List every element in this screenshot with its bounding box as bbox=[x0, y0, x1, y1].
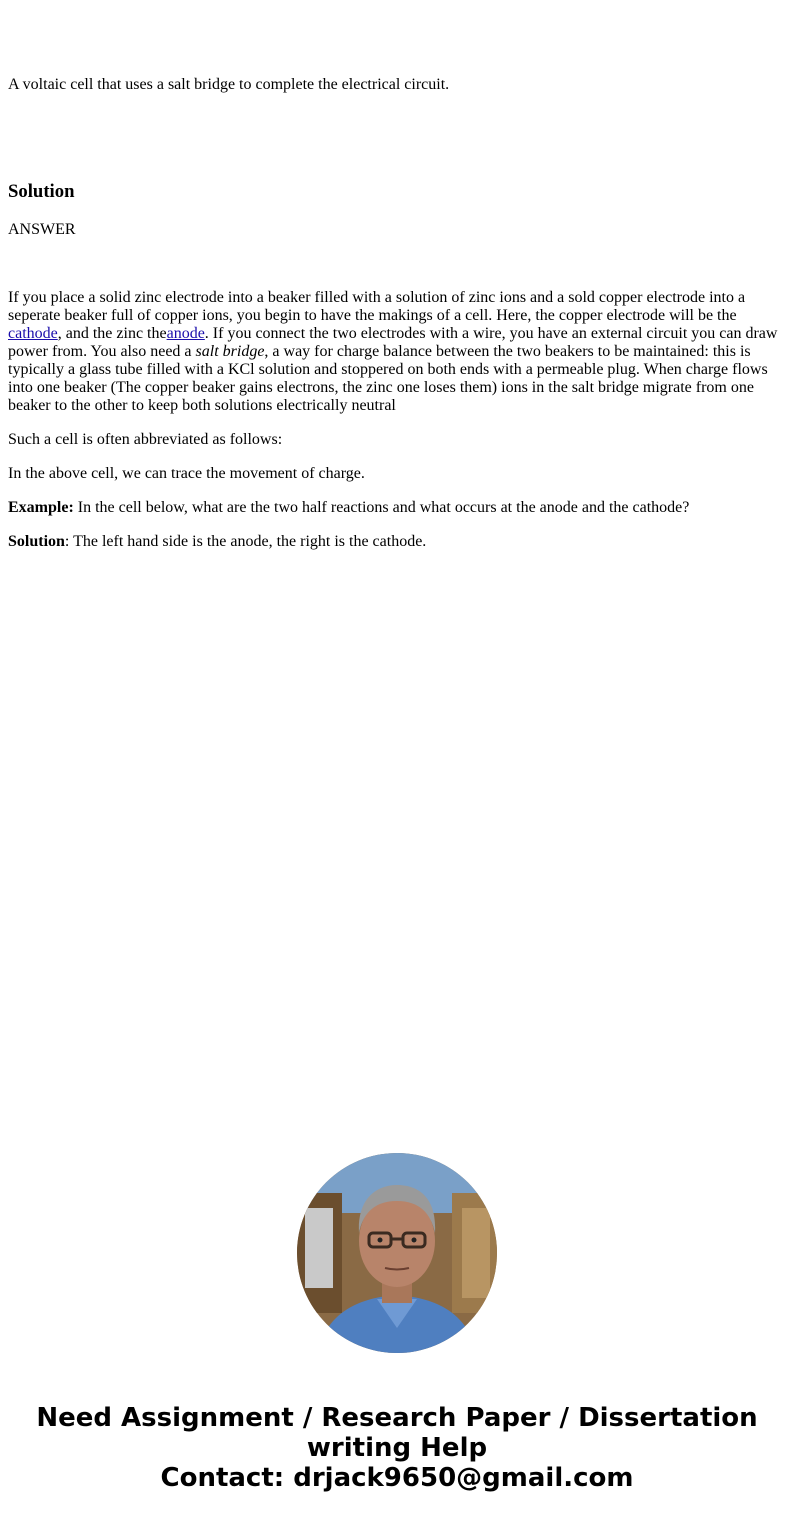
answer-body bbox=[8, 289, 786, 567]
answer-label: ANSWER bbox=[8, 221, 76, 238]
example-label: Example: bbox=[8, 499, 74, 516]
solution-text: : The left hand side is the anode, the right is the cathode. bbox=[64, 533, 427, 550]
example-text: In the cell below, what are the two half reactions and what occurs at the anode and the cathode? bbox=[73, 499, 690, 516]
solution-label: Solution bbox=[8, 533, 65, 550]
paragraph-text: If you place a solid zinc electrode into a beaker filled with a solution of zinc ions and a sold copper electrode into a seperate beaker full of copper ions, you begin to have the makings of a cell. Here, the copper electrode will be the bbox=[8, 289, 746, 324]
intro-text: A voltaic cell that uses a salt bridge to complete the electrical circuit. bbox=[8, 76, 450, 93]
author-avatar bbox=[297, 1153, 497, 1353]
promo-banner bbox=[0, 1403, 794, 1493]
example-paragraph bbox=[8, 499, 786, 517]
cathode-link[interactable]: cathode bbox=[8, 325, 58, 342]
abbreviation-paragraph: Such a cell is often abbreviated as follows: bbox=[8, 431, 283, 448]
anode-link[interactable]: anode bbox=[166, 325, 205, 342]
solution-heading: Solution bbox=[8, 181, 75, 202]
paragraph-text: , and the zinc the bbox=[57, 325, 167, 342]
promo-line: writing Help bbox=[306, 1433, 488, 1463]
paragraph-text: . If you connect the two electrodes with a wire, you have an external circuit you can draw power from. You also need a bbox=[8, 325, 778, 360]
salt-bridge-term: salt bridge bbox=[195, 343, 265, 360]
explanation-paragraph bbox=[8, 289, 786, 415]
paragraph-text: , a way for charge balance between the two beakers to be maintained: this is typically a glass tube filled with a KCl solution and stoppered on both ends with a permeable plug. When charge flows into one beaker (The copper beaker gains electrons, the zinc one loses them) ions in the salt bridge migrate from one beaker to the other to keep both solutions electrically neutral bbox=[8, 343, 768, 414]
promo-line: Need Assignment / Research Paper / Dissertation bbox=[36, 1403, 758, 1433]
solution-paragraph bbox=[8, 533, 786, 551]
contact-email: Contact: drjack9650@gmail.com bbox=[160, 1463, 634, 1493]
charge-movement-paragraph: In the above cell, we can trace the movement of charge. bbox=[8, 465, 365, 482]
